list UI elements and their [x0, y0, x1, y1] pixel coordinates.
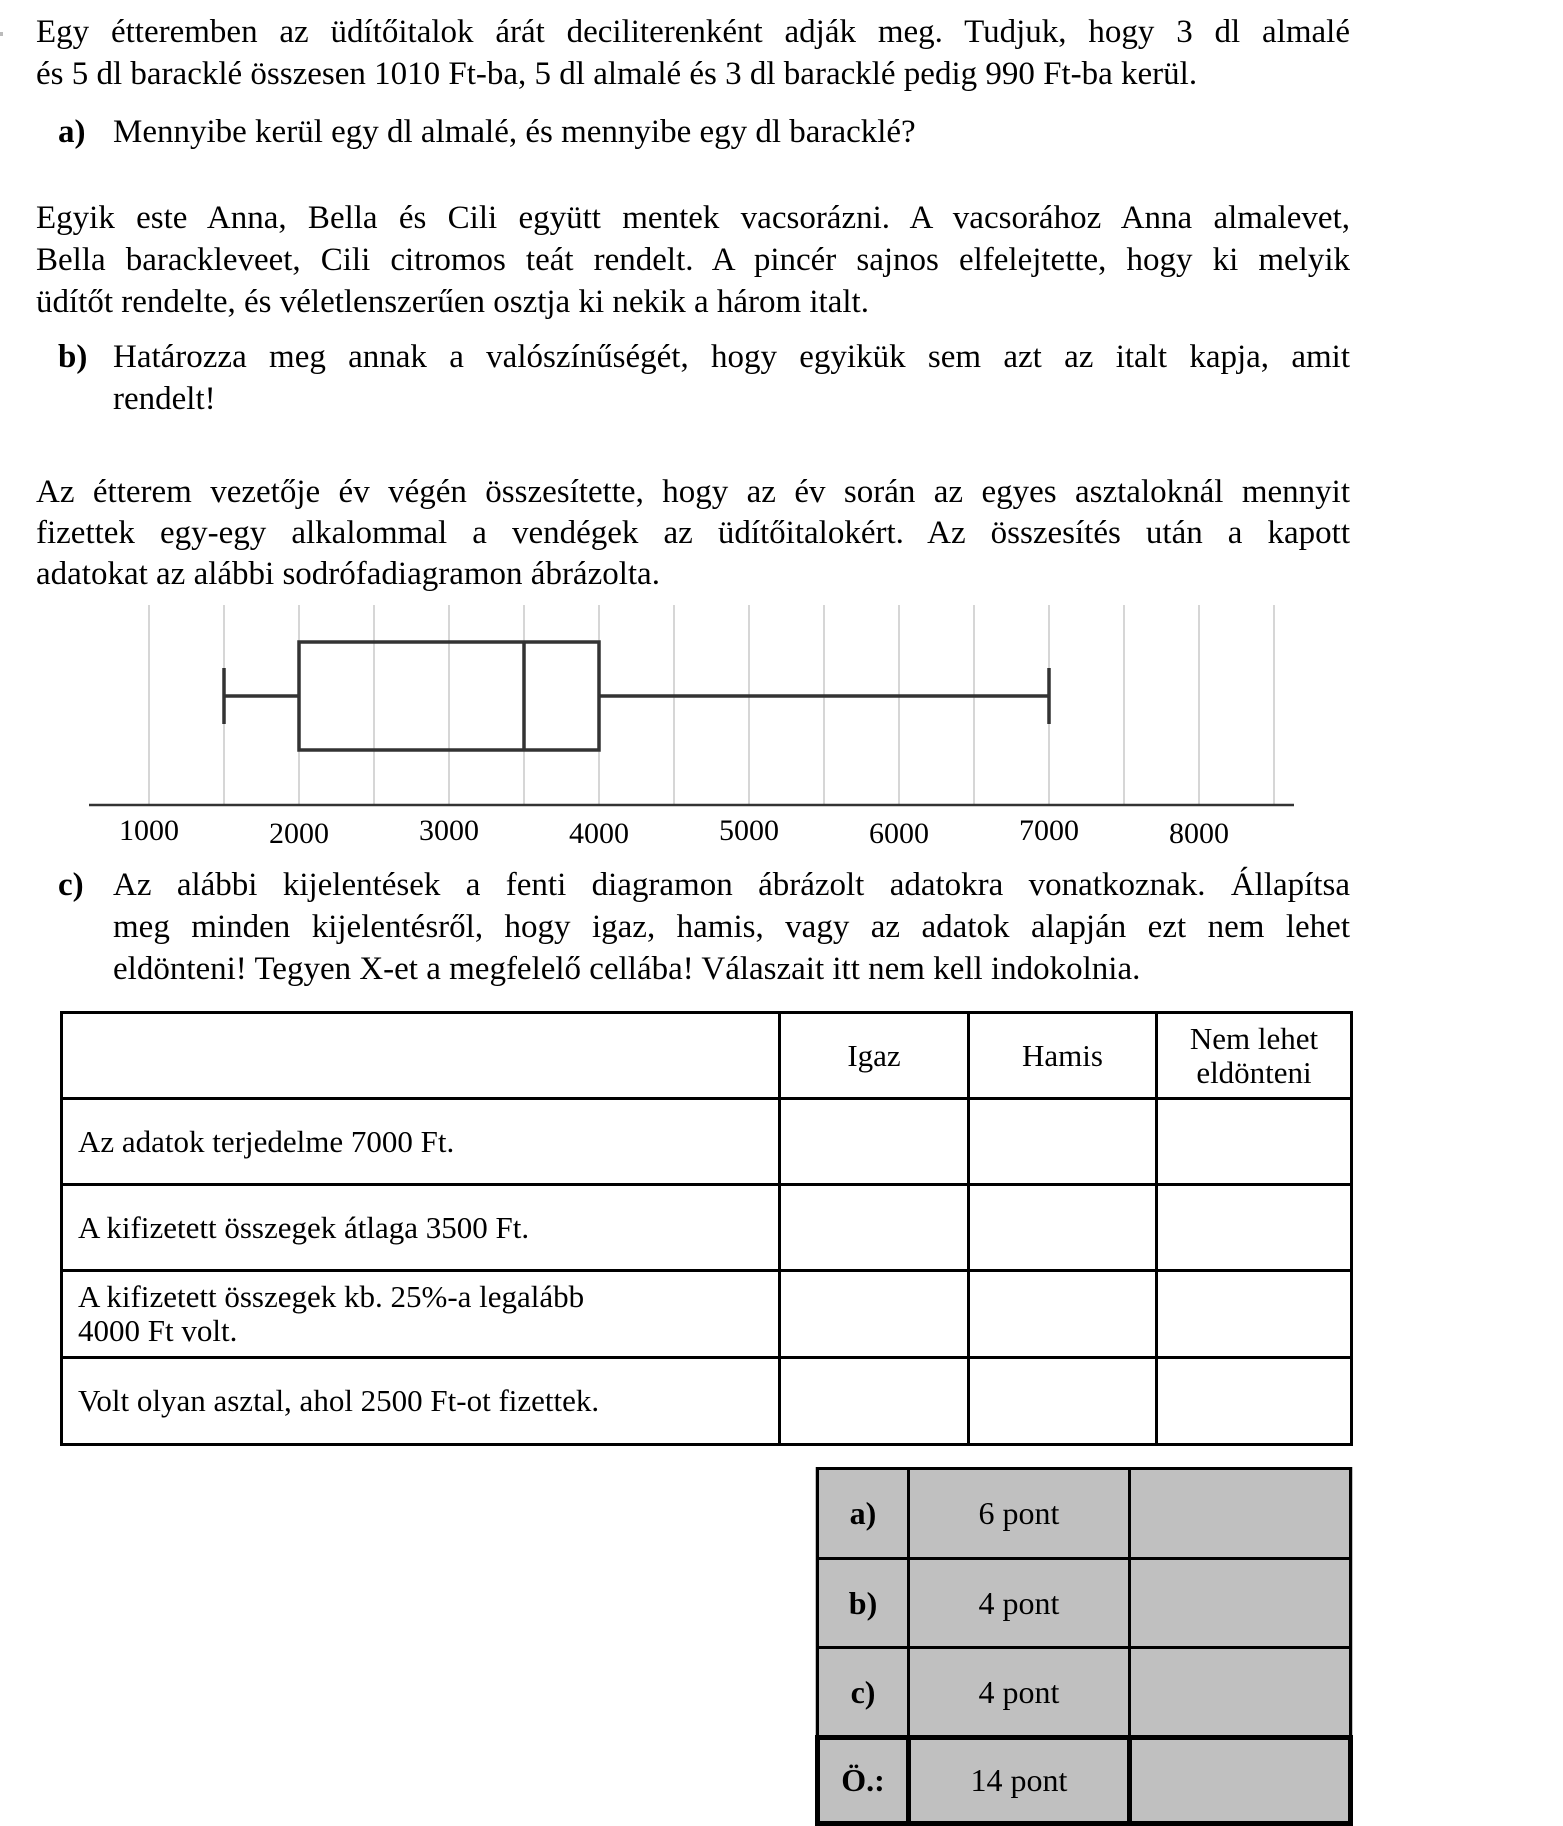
part-c-line-1: Az alábbi kijelentések a fenti diagramon ábrázolt adatokra vonatkoznak. Állapítsa — [113, 867, 1350, 903]
score-part-label: b) — [818, 1559, 909, 1648]
score-earned-cell[interactable] — [1130, 1469, 1351, 1559]
part-c-line-2: meg minden kijelentésről, hogy igaz, hamis, vagy az adatok alapján ezt nem lehet — [113, 909, 1350, 945]
score-part-label: a) — [818, 1469, 909, 1559]
header-row — [62, 1013, 1352, 1099]
answer-cell-igaz[interactable] — [780, 1358, 969, 1445]
answer-cell-igaz[interactable] — [780, 1185, 969, 1271]
header-hamis: Hamis — [969, 1013, 1157, 1099]
x-tick-label: 4000 — [569, 817, 629, 850]
answer-cell-nem-lehet[interactable] — [1157, 1099, 1352, 1185]
grid-lines — [149, 605, 1274, 805]
header-nem-lehet-line-2: eldönteni — [1196, 1054, 1312, 1090]
answer-cell-hamis[interactable] — [969, 1358, 1157, 1445]
intro-line-1: Egy étteremben az üdítőitalok árát deciliterenként adják meg. Tudjuk, hogy 3 dl almalé — [36, 14, 1350, 50]
statement-cell — [62, 1271, 780, 1358]
header-nem-lehet-eldonteni — [1157, 1013, 1352, 1099]
part-b-question-line-2: rendelt! — [113, 381, 216, 417]
story-b-line-3: üdítőt rendelte, és véletlenszerűen osztja ki nekik a három italt. — [36, 284, 869, 320]
story-b-line-1: Egyik este Anna, Bella és Cili együtt mentek vacsorázni. A vacsorához Anna almalevet, — [36, 200, 1350, 236]
table-row — [62, 1185, 1352, 1271]
statement-line-2: 4000 Ft volt. — [78, 1313, 238, 1348]
x-tick-label: 1000 — [119, 814, 179, 847]
answer-cell-hamis[interactable] — [969, 1185, 1157, 1271]
score-total-points: 14 pont — [909, 1738, 1130, 1824]
answer-cell-nem-lehet[interactable] — [1157, 1271, 1352, 1358]
statement-cell: Volt olyan asztal, ahol 2500 Ft-ot fizettek. — [62, 1358, 780, 1445]
statement-table — [60, 1011, 1353, 1446]
margin-mark — [0, 32, 3, 36]
table-row — [62, 1271, 1352, 1358]
score-max-points: 6 pont — [909, 1469, 1130, 1559]
table-row — [62, 1358, 1352, 1445]
score-max-points: 4 pont — [909, 1559, 1130, 1648]
box-plot-chart — [0, 590, 1563, 860]
header-empty — [62, 1013, 780, 1099]
intro-line-2: és 5 dl baracklé összesen 1010 Ft-ba, 5 dl almalé és 3 dl baracklé pedig 990 Ft-ba kerül. — [36, 56, 1198, 92]
x-tick-label: 5000 — [719, 814, 779, 847]
score-total-label: Ö.: — [818, 1738, 909, 1824]
score-earned-cell[interactable] — [1130, 1559, 1351, 1648]
x-tick-label: 3000 — [419, 814, 479, 847]
tick-labels — [119, 814, 1229, 850]
answer-cell-igaz[interactable] — [780, 1271, 969, 1358]
story-b-line-2: Bella barackleveet, Cili citromos teát rendelt. A pincér sajnos elfelejtette, hogy ki melyik — [36, 242, 1350, 278]
answer-cell-igaz[interactable] — [780, 1099, 969, 1185]
part-b-question-line-1: Határozza meg annak a valószínűségét, hogy egyikük sem azt az italt kapja, amit — [113, 339, 1350, 375]
part-b-label: b) — [58, 339, 88, 375]
header-igaz: Igaz — [780, 1013, 969, 1099]
score-earned-cell[interactable] — [1130, 1648, 1351, 1738]
story-c-line-1: Az étterem vezetője év végén összesítette, hogy az év során az egyes asztaloknál mennyit — [36, 474, 1350, 510]
answer-cell-hamis[interactable] — [969, 1099, 1157, 1185]
score-row — [818, 1559, 1351, 1648]
story-c-line-3: adatokat az alábbi sodrófadiagramon ábrázolta. — [36, 556, 660, 592]
header-nem-lehet-line-1: Nem lehet — [1189, 1020, 1319, 1056]
score-part-label: c) — [818, 1648, 909, 1738]
statement-line-1: A kifizetett összegek kb. 25%-a legalább — [78, 1279, 585, 1314]
part-a-label: a) — [58, 114, 86, 150]
statement-cell: Az adatok terjedelme 7000 Ft. — [62, 1099, 780, 1185]
table-row — [62, 1099, 1352, 1185]
statement-cell: A kifizetett összegek átlaga 3500 Ft. — [62, 1185, 780, 1271]
part-c-line-3: eldönteni! Tegyen X-et a megfelelő cellába! Válaszait itt nem kell indokolnia. — [113, 951, 1141, 987]
answer-cell-hamis[interactable] — [969, 1271, 1157, 1358]
score-total-row — [818, 1738, 1351, 1824]
part-c-label: c) — [58, 867, 84, 903]
score-table — [815, 1467, 1353, 1826]
score-max-points: 4 pont — [909, 1648, 1130, 1738]
score-row — [818, 1648, 1351, 1738]
story-c-line-2: fizettek egy-egy alkalommal a vendégek az üdítőitalokért. Az összesítés után a kapott — [36, 515, 1350, 551]
answer-cell-nem-lehet[interactable] — [1157, 1185, 1352, 1271]
x-tick-label: 2000 — [269, 817, 329, 850]
score-row — [818, 1469, 1351, 1559]
part-a-question: Mennyibe kerül egy dl almalé, és mennyibe egy dl baracklé? — [113, 114, 916, 150]
x-tick-label: 7000 — [1019, 814, 1079, 847]
answer-cell-nem-lehet[interactable] — [1157, 1358, 1352, 1445]
x-tick-label: 8000 — [1169, 817, 1229, 850]
x-tick-label: 6000 — [869, 817, 929, 850]
score-total-earned-cell[interactable] — [1130, 1738, 1351, 1824]
